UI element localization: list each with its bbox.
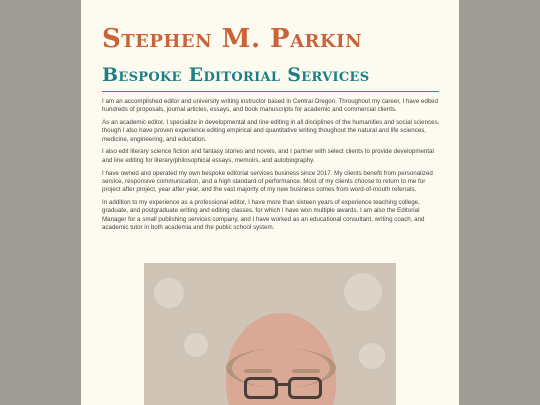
bio-text <box>102 98 440 237</box>
glasses-bridge <box>278 383 288 386</box>
bio-paragraph: In addition to my experience as a professional editor, I have more than sixteen years of experience teaching college, graduate, and postgraduate writing and editing classes, for which I have won multiple awards. I am also the Editorial Manager for a small publishing services company, and I have worked as an educational consultant, writing coach, and academic tutor in both academia and the public school system. <box>102 198 425 231</box>
glasses-lens <box>244 377 278 399</box>
bokeh-spot <box>184 333 208 357</box>
bokeh-spot <box>359 343 385 369</box>
business-name: Bespoke Editorial Services <box>102 64 370 86</box>
bio-paragraph: I have owned and operated my own bespoke editorial services business since 2017. My clients benefit from personalized service, responsive communication, and a high standard of performance. Most of my clients choose to return to me for project after project, year after year, and the vast majority of my new business comes from word-of-mouth referrals. <box>102 169 433 194</box>
bokeh-spot <box>344 273 382 311</box>
bokeh-spot <box>154 278 184 308</box>
portrait-brow <box>292 369 320 373</box>
bio-paragraph: As an academic editor, I specialize in developmental and line editing in all disciplines of the humanities and social sciences, though I also have proven experience editing empirical and quantitative writing thoughout the natural and life sciences, medicine, engineering, and education. <box>102 119 440 143</box>
portrait-brow <box>244 369 272 373</box>
bio-paragraph: I also edit literary science fiction and fantasy stories and novels, and I partner with select clients to provide developmental and line editing for literary/philosophical essays, memoirs, and autobiography. <box>102 148 434 164</box>
page-title: Stephen M. Parkin <box>102 24 363 54</box>
bio-paragraph: I am an accomplished editor and university writing instructor based in Central Oregon. Throughout my career, I have edited hundreds of proposals, journal articles, essays, and book manuscripts for academic and commercial clients. <box>102 98 438 114</box>
divider <box>102 91 439 92</box>
page-sheet <box>81 0 459 405</box>
glasses-lens <box>288 377 322 399</box>
portrait-photo <box>144 263 396 405</box>
